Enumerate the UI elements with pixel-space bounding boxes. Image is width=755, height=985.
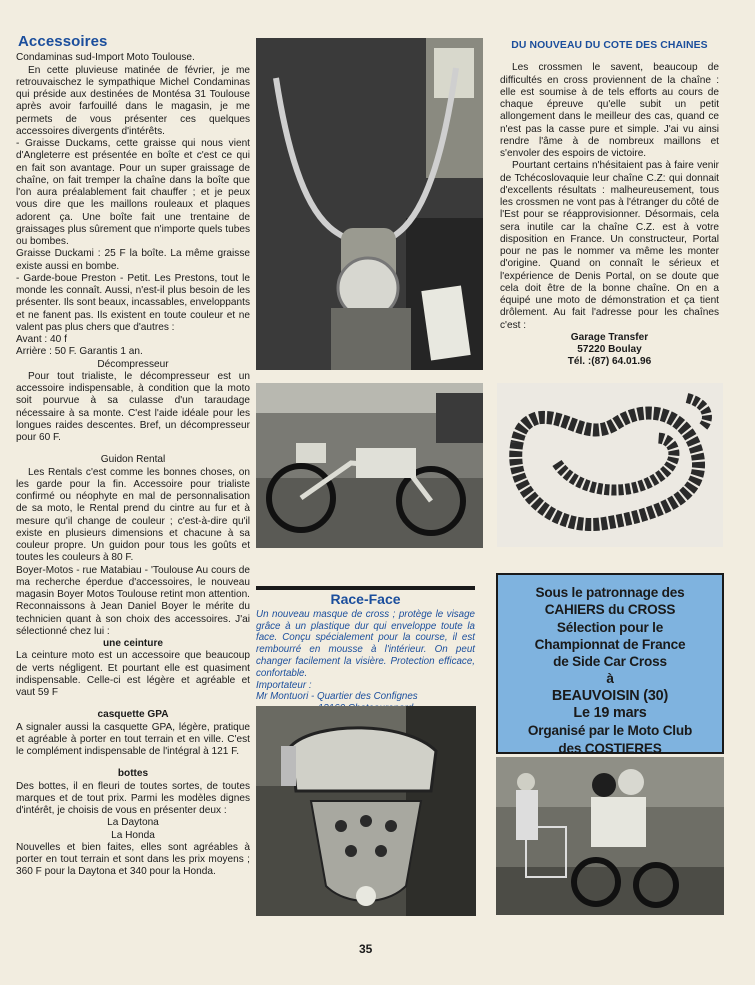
chains-title: DU NOUVEAU DU COTE DES CHAINES [511, 40, 708, 51]
address-line: 57220 Boulay [577, 344, 642, 355]
paragraph: - Garde-boue Preston - Petit. Les Prestons, tout le monde les connaît. Aussi, n'est-il plus besoin de les présenter. Ils sont beaux, incassables, enveloppants et ne fanent pas. Ils existent en toute couleur et ne valent pas plus chers que d'autres : [16, 272, 250, 333]
patronage-line: de Side Car Cross [553, 654, 667, 670]
paragraph: Un nouveau masque de cross ; protège le visage grâce à un plastique dur qui enveloppe toute la face. Conçu spécialement pour la course, il est rembourré en mousse à l'intérieur. On peut changer facilement la visière. Protection efficace, confortable. [256, 608, 475, 679]
subheading: casquette GPA [97, 709, 169, 721]
accessoires-title: Accessoires [18, 33, 108, 50]
paragraph: Pourtant certains n'hésitaient pas à faire venir de Tchécoslovaquie leur chaîne C.Z: qui donnait d'excellents résultats : malheureusement, tous les crossmen ne vont pas à l'étranger du côté de l'Est pour se réapprovisionner. Désormais, cela sera inutile car la chaîne C.Z. est à votre disposition en France. Un constructeur, Portal pour ne pas le nommer va même les monter d'origine. Quand on connaît le sérieux et l'expérience de Denis Portal, on se doute que cela doit être de la bonne chaîne. On en a équipé une moto de démonstration et ça tient drôlement. Au fait l'adresse pour les chaînes c'est : [500, 160, 719, 331]
paragraph: Des bottes, il en fleuri de toutes sortes, de toutes marques et de tout prix. Parmi les modèles dignes d'intérêt, je choisis de vous en présenter deux : [16, 780, 250, 816]
patronage-box [496, 573, 724, 754]
patronage-line: Championnat de France [534, 636, 686, 652]
paragraph: Condaminas sud-Import Moto Toulouse. [16, 52, 195, 64]
sidecar-race-photo [496, 757, 724, 915]
patronage-line: à [606, 671, 614, 687]
paragraph: Boyer-Motos - rue Matabiau - 'Toulouse Au cours de ma recherche éperdue d'accessoires, le nouveau magasin Boyer Motos Toulouse retint mon attention. Reconnaissons à Jean Daniel Boyer le mérite du technicien quant à son choix des accessoires. J'ai sélectionné chez lui : [16, 564, 250, 637]
paragraph: Avant : 40 f [16, 334, 67, 345]
divider [256, 586, 475, 590]
patronage-line: Le 19 mars [573, 705, 647, 722]
race-face-article [256, 586, 475, 715]
patronage-line: des COSTIERES [558, 740, 662, 756]
paragraph: Pour tout trialiste, le décompresseur est un accessoire indispensable, à condition que la moto soit pourvue à sa culasse d'un taraudage nécessaire à sa monte. C'est l'aide idéale pour les longues raides descentes. Bref, un décompresseur pour 60 F. [16, 370, 250, 443]
paragraph: - Graisse Duckams, cette graisse qui nous vient d'Angleterre est présentée en boîte et c'est ce qui en fait son avantage. Pour un super graissage de chaîne, on fait tremper la chaîne dans la boîte que l'on aura préalablement fait chauffer ; et je peux vous dire que les maillons rouleaux et plaques adorent ça. Une boîte fait une trentaine de graissages plus sûrement que n'importe quels tubes ou bombes. [16, 138, 250, 247]
paragraph: Arrière : 50 F. Garantis 1 an. [16, 346, 143, 358]
paragraph: A signaler aussi la casquette GPA, légère, pratique et agréable à porter en tout terrain et en ville. C'est le complément indispensable de l'intégral à 121 F. [16, 721, 250, 757]
patronage-line: Sélection pour le [556, 619, 664, 635]
paragraph: Graisse Duckami : 25 F la boîte. La même graisse existe aussi en bombe. [16, 248, 250, 272]
patronage-line: Sous le patronnage des [535, 585, 685, 600]
handlebar-photo [256, 38, 483, 370]
race-face-mask-photo [256, 706, 476, 916]
paragraph: La ceinture moto est un accessoire que beaucoup de verts négligent. Et pourtant elle est quasiment indispensable. Celle-ci est légère et agréable et vaut 59 F [16, 650, 250, 698]
paragraph: En cette pluvieuse matinée de février, je me retrouvaischez le sympathique Michel Condaminas qui préside aux destinées de Montésa 31 Toulouse après avoir farfouillé dans le magasin, je me permets de vous présenter ces quelques accessoires divergents d'intérêts. [16, 64, 250, 137]
chains-article [500, 40, 719, 369]
importer-name: Mr Montuori - Quartier des Confignes [256, 691, 418, 703]
importer-label: Importateur : [256, 679, 312, 691]
paragraph: Les Rentals c'est comme les bonnes choses, on les garde pour la fin. Accessoire pour trialiste confirmé ou néophyte en mal de personnalisation de sa moto, le Rental prend du cintre au fur et à mesure qu'il change de couleur ; c'est-à-dire qu'il existe en plusieurs dimensions et chacune à sa couleur propre. Un guidon pour tous les goûts et toutes les couleurs à 80 F. [16, 466, 250, 564]
patronage-line: CAHIERS du CROSS [544, 602, 676, 618]
patronage-line: BEAUVOISIN (30) [551, 687, 669, 704]
list-item: La Honda [111, 829, 155, 841]
subheading: une ceinture [102, 638, 163, 649]
chain-photo [497, 383, 723, 547]
accessoires-article [16, 33, 250, 879]
race-face-title: Race-Face [330, 591, 401, 607]
page-number: 35 [359, 942, 373, 956]
paragraph: Nouvelles et bien faites, elles sont agréables à porter en tout terrain et sont dans les prix moyens ; 360 F pour la Daytona et 340 pour la Honda. [16, 841, 250, 878]
patronage-line: Organisé par le Moto Club [527, 723, 693, 739]
trial-bike-photo [256, 383, 483, 548]
list-item: La Daytona [107, 817, 159, 829]
subheading: Décompresseur [97, 358, 169, 370]
subheading: Guidon Rental [100, 454, 166, 466]
subheading: bottes [117, 768, 149, 780]
paragraph: Les crossmen le savent, beaucoup de difficultés en cross proviennent de la chaîne : elle est soumise à de tels efforts au cours de chaque épreuve qu'elle subit un petit allongement dans le meilleur des cas, quand ce n'est pas la casse pure et simple. J'ai vu ainsi rendre l'âme à de nombreux maillons et s'envoler des espoirs de victoire. [500, 62, 719, 159]
address-line: Tél. :(87) 64.01.96 [567, 356, 652, 368]
address-line: Garage Transfer [570, 331, 649, 343]
